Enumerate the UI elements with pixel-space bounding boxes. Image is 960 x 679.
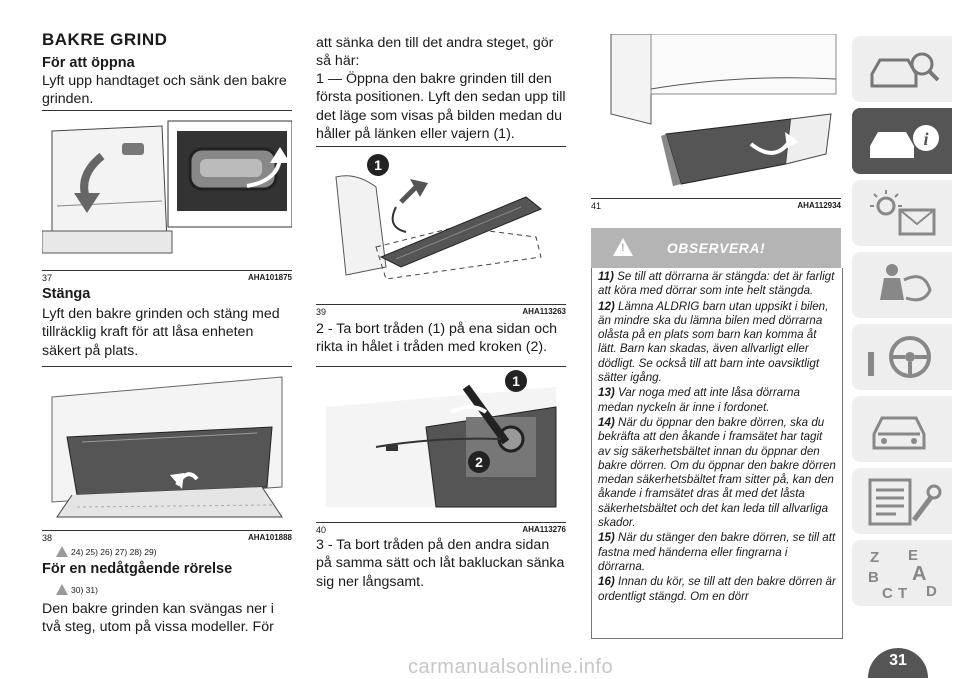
close-heading: Stänga: [42, 286, 91, 302]
figure-40: [316, 366, 566, 519]
warning-lights-icon: [864, 188, 944, 238]
figure-41-number: 41: [591, 201, 602, 211]
svg-text:E: E: [908, 548, 919, 564]
warning-icon: [56, 546, 68, 557]
svg-text:A: A: [912, 563, 927, 585]
section-title: BAKRE GRIND: [42, 30, 168, 49]
figure-41: [591, 34, 841, 196]
close-text: Lyft den bakre grinden och stäng med tillräcklig kraft för att låsa enheten säkert på plats.: [42, 306, 280, 359]
note-11: 11) Se till att dörrarna är stängda: det är farligt att köra med dörrar som inte helt stängda.: [598, 270, 835, 298]
sidebar-item-car-search[interactable]: [852, 36, 952, 102]
warning-icon: [56, 584, 68, 595]
figure-37-code: AHA101875: [247, 273, 292, 282]
sidebar-item-warning-lights[interactable]: [852, 180, 952, 246]
warning-refs-2: [56, 584, 98, 595]
open-text: Lyft upp handtaget och sänk den bakre grinden.: [42, 73, 287, 108]
warning-box-header: [591, 228, 841, 268]
sidebar-item-safety[interactable]: [852, 252, 952, 318]
steering-wheel-icon: [864, 332, 944, 382]
svg-text:Z: Z: [870, 549, 880, 566]
note-16: 16) Innan du kör, se till att den bakre dörren är ordentligt stängd. Om en dörr: [598, 575, 836, 603]
step-3-text: 3 - Ta bort tråden på den andra sidan på samma sätt och låt bakluckan sänka sig ner långsamt.: [316, 537, 565, 590]
sidebar-item-car-info[interactable]: [852, 108, 952, 174]
sidebar-item-index[interactable]: [852, 540, 952, 606]
sidebar-item-maintenance[interactable]: [852, 468, 952, 534]
svg-text:T: T: [898, 585, 908, 602]
car-info-icon: [864, 116, 944, 166]
figure-40-callout-1: 1: [512, 373, 520, 389]
figure-39-callout-1: 1: [374, 157, 382, 173]
svg-text:D: D: [926, 583, 937, 600]
step-1-text: 1 — Öppna den bakre grinden till den första positionen. Lyft den sedan upp till det läge som visas på bilden medan du håller på länken eller vajern (1).: [316, 71, 566, 143]
note-15: 15) När du stänger den bakre dörren, se till att fastna med händerna eller fingrarna i dörrarna.: [598, 531, 836, 573]
figure-38-number: 38: [42, 533, 53, 543]
step-2-text: 2 - Ta bort tråden (1) på ena sidan och rikta in hålet i tråden med kroken (2).: [316, 321, 558, 356]
figure-39-code: AHA113263: [522, 307, 566, 316]
down-heading: För en nedåtgående rörelse: [42, 561, 233, 577]
page-number: 31: [868, 648, 928, 678]
open-heading: För att öppna: [42, 55, 135, 71]
figure-37-number: 37: [42, 273, 53, 283]
svg-text:C: C: [882, 585, 893, 602]
warning-refs-1-text: 24) 25) 26) 27) 28) 29): [71, 546, 157, 557]
figure-39-caption: [316, 304, 566, 317]
checklist-wrench-icon: [864, 476, 944, 526]
figure-37: [42, 110, 292, 269]
figure-38-code: AHA101888: [247, 533, 292, 542]
car-emergency-icon: [864, 404, 944, 454]
svg-text:B: B: [868, 569, 879, 586]
figure-38: [42, 366, 292, 527]
warning-box-body: [591, 268, 843, 639]
car-search-icon: [864, 44, 944, 94]
col2-text-cont: att sänka den till det andra steget, gör så här:: [316, 35, 554, 70]
sidebar-item-emergency[interactable]: [852, 396, 952, 462]
figure-40-number: 40: [316, 525, 327, 535]
alphabetical-index-icon: [864, 548, 944, 602]
watermark: carmanualsonline.info: [408, 656, 614, 678]
figure-39: [316, 146, 566, 299]
sidebar-item-driving[interactable]: [852, 324, 952, 390]
svg-text:i: i: [923, 129, 929, 149]
down-text: Den bakre grinden kan svängas ner i två steg, utom på vissa modeller. För: [42, 601, 274, 636]
figure-40-callout-2: 2: [475, 454, 483, 470]
warning-refs-2-text: 30) 31): [71, 584, 98, 595]
warning-box-title: OBSERVERA!: [666, 240, 766, 256]
figure-38-caption: [42, 530, 292, 543]
note-12: 12) Lämna ALDRIG barn utan uppsikt i bilen, än mindre ska du lämna bilen med dörrarna olåsta på en plats som barn kan komma åt lätt. Barn kan skadas, även allvarligt eller dödligt. Se också till att barn inte oavsiktligt sätter igång.: [598, 299, 829, 385]
figure-37-caption: [42, 270, 292, 283]
figure-39-number: 39: [316, 307, 327, 317]
figure-40-caption: [316, 522, 566, 535]
note-13: 13) Var noga med att inte låsa dörrarna medan nyckeln är inne i fordonet.: [598, 386, 800, 414]
figure-41-code: AHA112934: [797, 201, 841, 210]
warning-triangle-icon: [613, 238, 633, 256]
figure-40-code: AHA113276: [522, 525, 566, 534]
figure-41-caption: [591, 198, 841, 211]
note-14: 14) När du öppnar den bakre dörren, ska du bekräfta att den åkande i framsätet har tagit av sig säkerhetsbältet innan du öppnar den bakre dörren. Om du öppnar den bakre dörren medan säkerhetsbältet fram sitter på, kan den åkande i framsätet dras åt med det låsta säkerhetsbältet och det kan leda till allvarliga skador.: [598, 415, 836, 530]
warning-refs-1: [56, 546, 157, 557]
airbag-seat-icon: [864, 260, 944, 310]
